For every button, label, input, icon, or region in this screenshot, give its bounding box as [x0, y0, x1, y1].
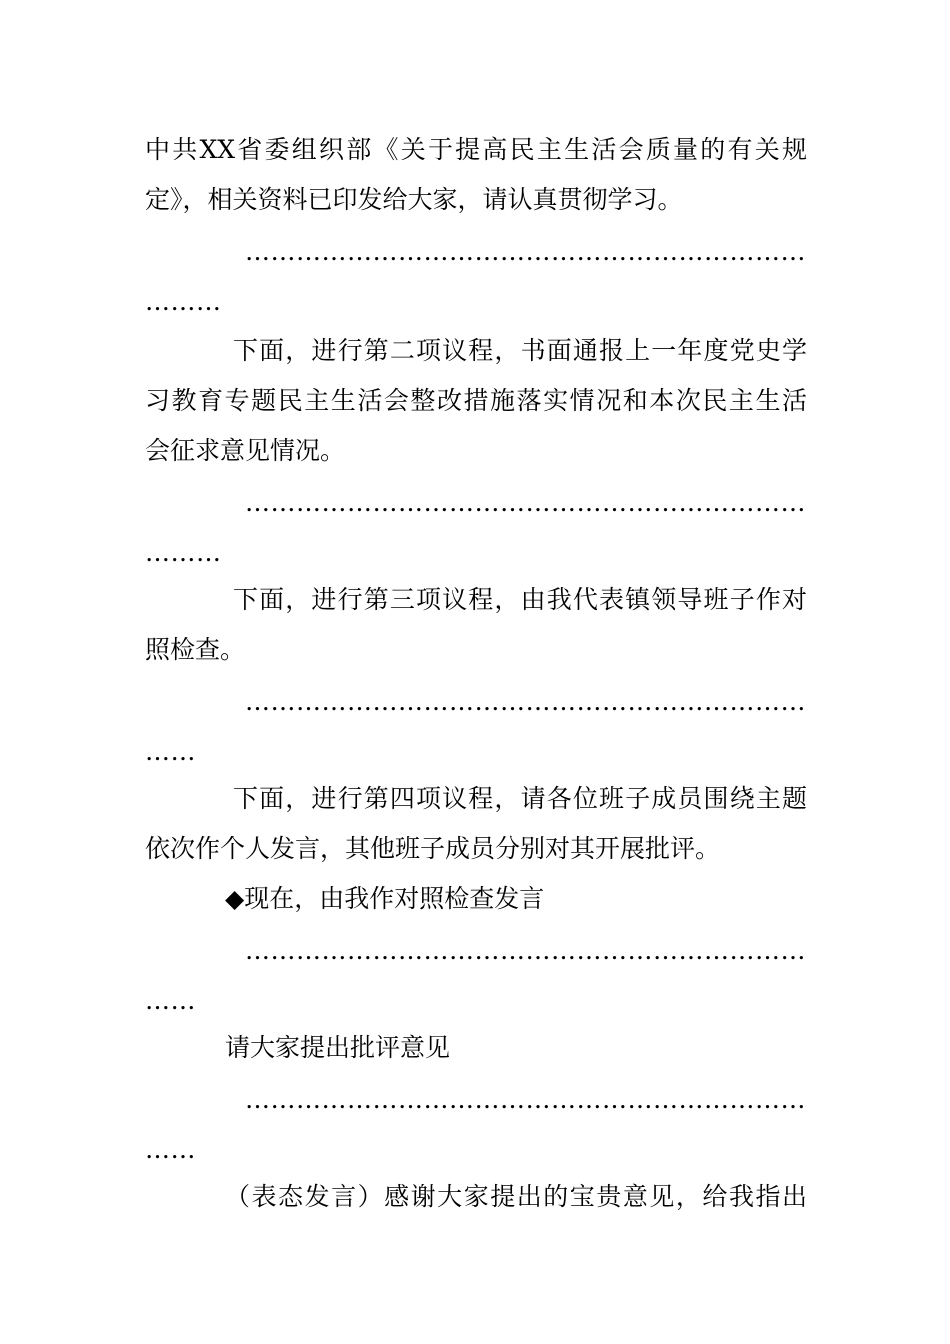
paragraph-line: 会征求意见情况。 — [145, 436, 346, 465]
paragraph-line: 下面，进行第二项议程，书面通报上一年度党史学 — [233, 336, 807, 365]
ellipsis-line: ………………………………………………………… — [245, 488, 806, 517]
paragraph-line: 请大家提出批评意见 — [225, 1033, 451, 1062]
ellipsis-line: ………………………………………………………… — [245, 936, 806, 965]
ellipsis-line: …… — [145, 1135, 196, 1164]
paragraph-line: 下面，进行第四项议程，请各位班子成员围绕主题 — [233, 784, 807, 813]
ellipsis-line: ……… — [145, 538, 222, 567]
paragraph-line: 中共XX省委组织部《关于提高民主生活会质量的有关规 — [145, 135, 807, 164]
ellipsis-line: ……… — [145, 287, 222, 316]
paragraph-line: 依次作个人发言，其他班子成员分别对其开展批评。 — [145, 834, 721, 863]
ellipsis-line: …… — [145, 737, 196, 766]
bullet-line: ◆现在，由我作对照检查发言 — [225, 884, 545, 913]
paragraph-line: 下面，进行第三项议程，由我代表镇领导班子作对 — [233, 585, 807, 614]
ellipsis-line: ………………………………………………………… — [245, 687, 806, 716]
ellipsis-line: ………………………………………………………… — [245, 237, 806, 266]
paragraph-line: 定》，相关资料已印发给大家，请认真贯彻学习。 — [145, 185, 683, 214]
paragraph-line: （表态发言）感谢大家提出的宝贵意见，给我指出 — [225, 1182, 807, 1211]
ellipsis-line: ………………………………………………………… — [245, 1085, 806, 1114]
paragraph-line: 照检查。 — [145, 635, 246, 664]
paragraph-line: 习教育专题民主生活会整改措施落实情况和本次民主生活 — [145, 386, 807, 415]
ellipsis-line: …… — [145, 986, 196, 1015]
